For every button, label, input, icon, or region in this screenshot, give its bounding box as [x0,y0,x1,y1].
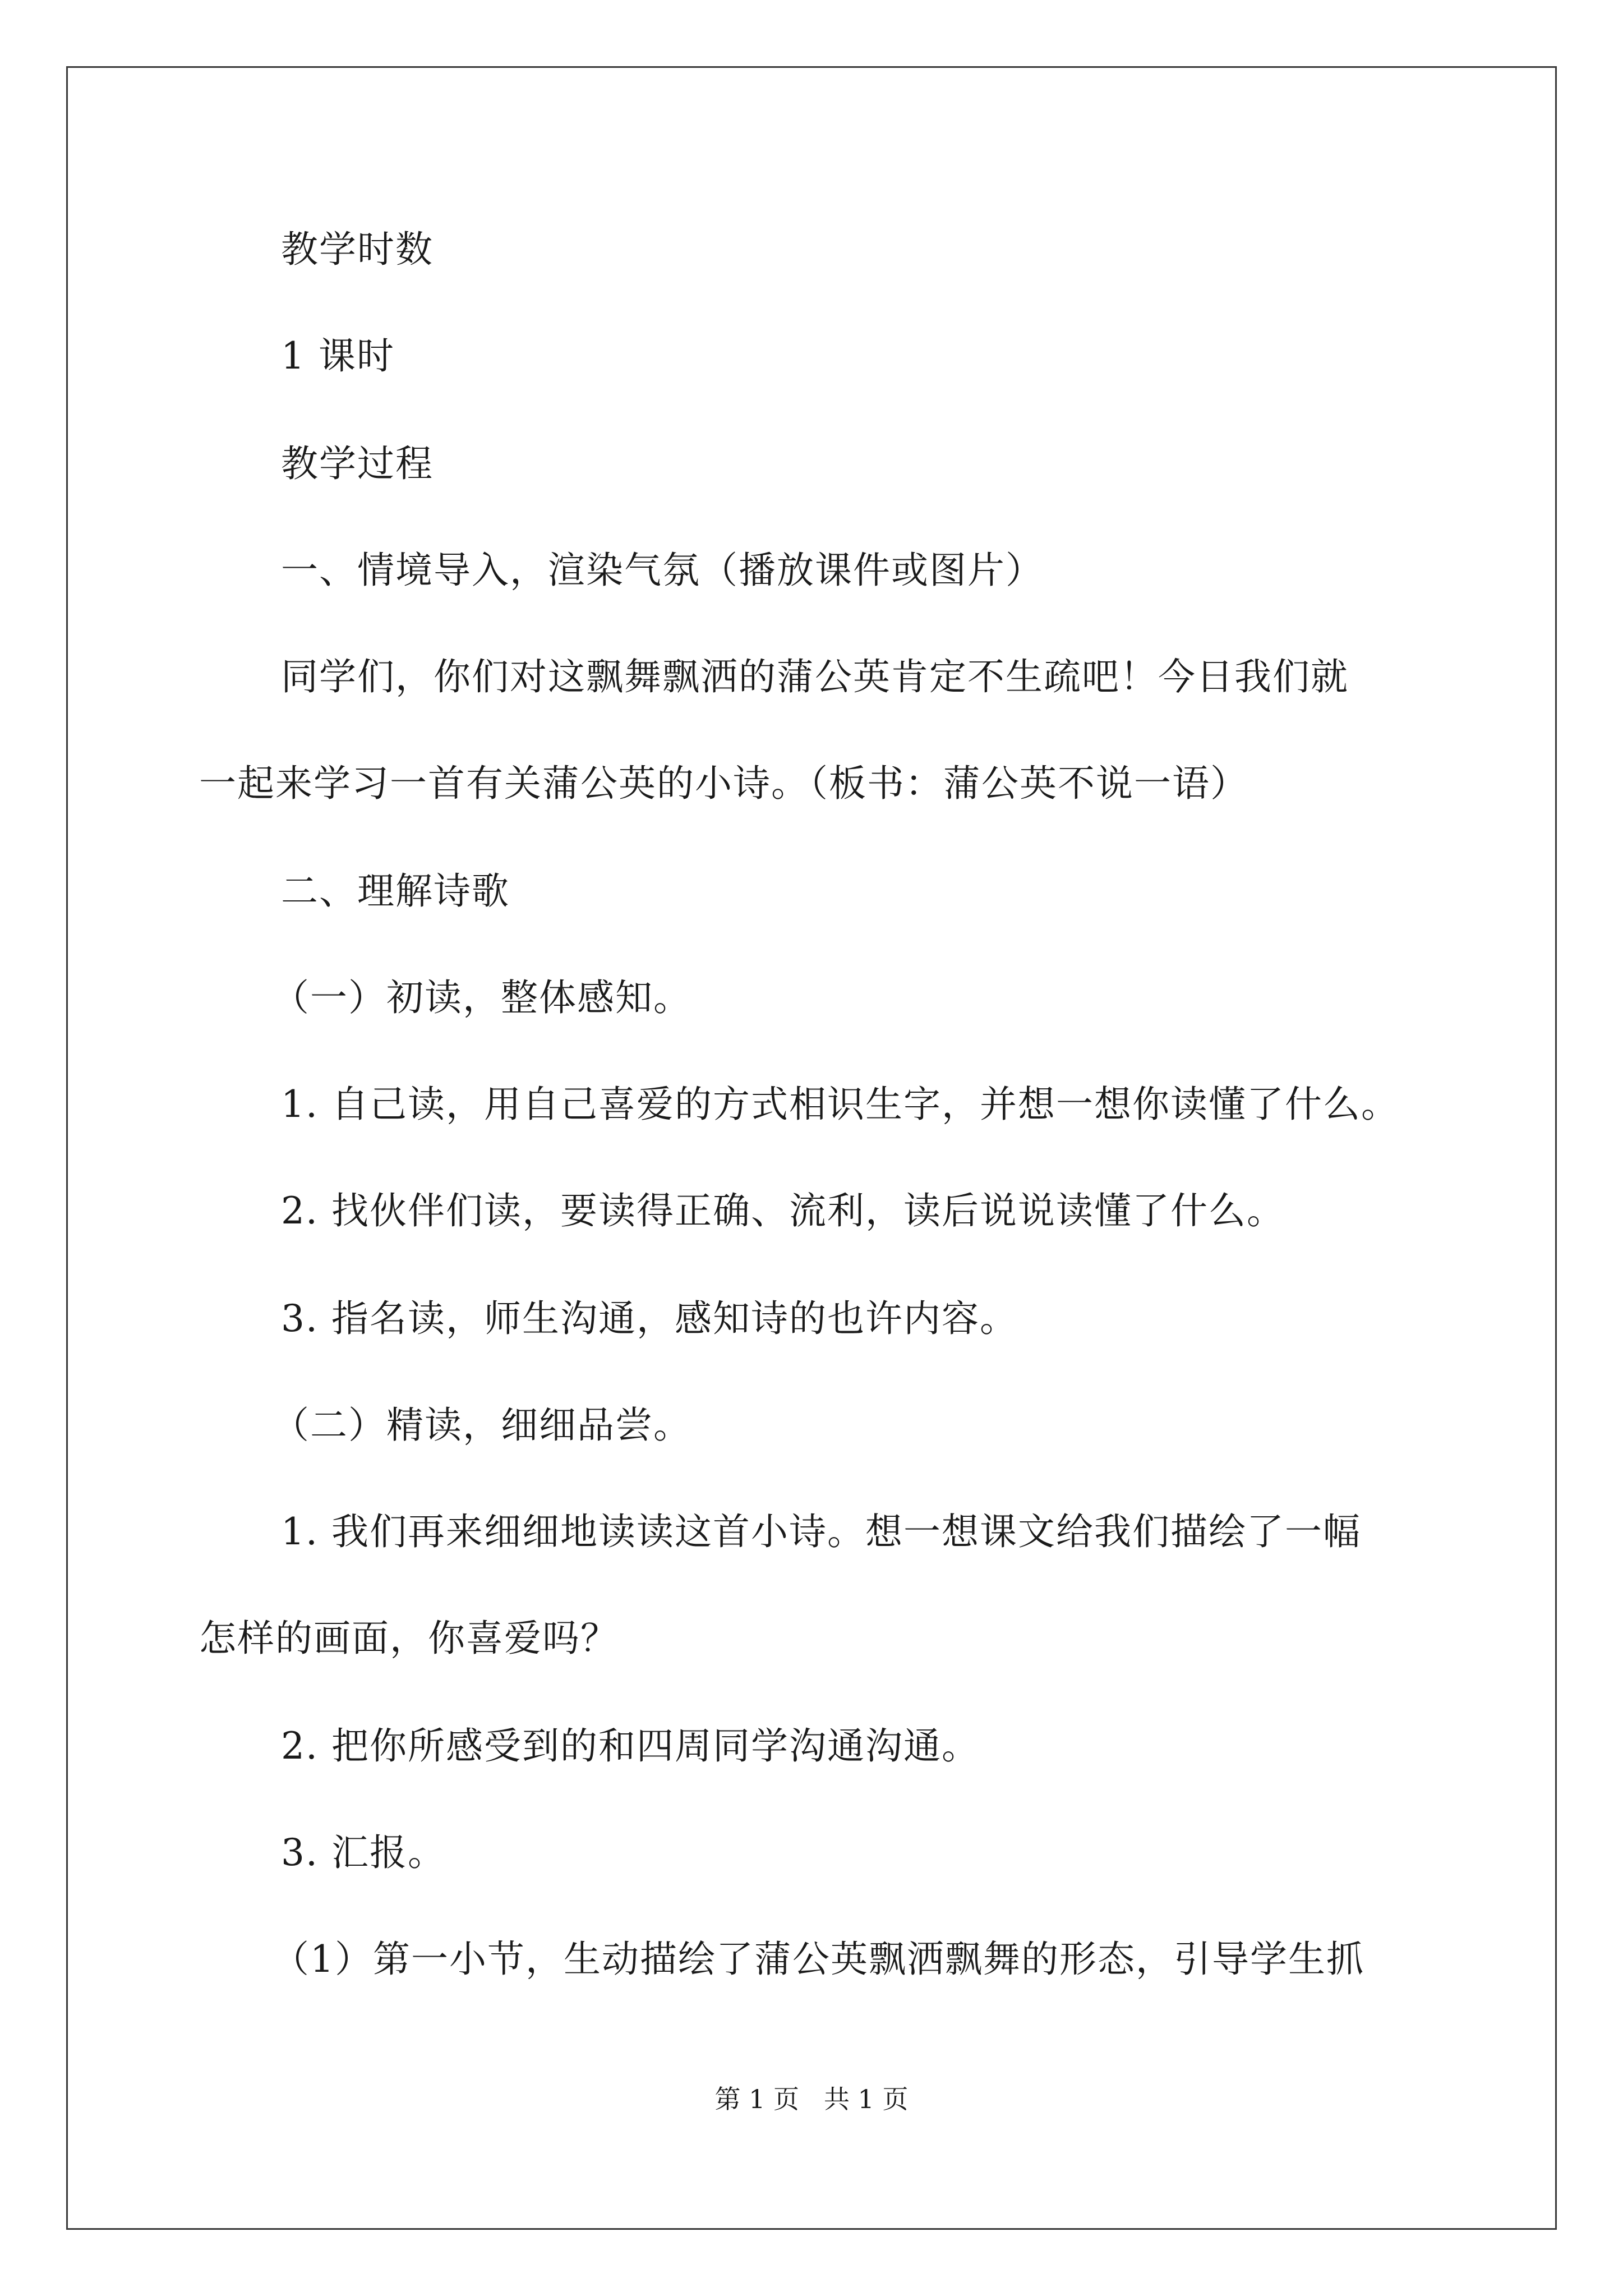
paragraph-intro-line-2: 一起来学习一首有关蒲公英的小诗。（板书：蒲公英不说一语） [199,762,1248,805]
list-item-1: 1. 自己读，用自己喜爱的方式相识生字，并想一想你读懂了什么。 [281,1083,1399,1126]
page-footer [0,2082,1623,2116]
section-heading-teaching-hours: 教学时数 [281,228,434,271]
page-number-total: 共 1 页 [823,2084,909,2114]
list-item-3: 3. 指名读，师生沟通，感知诗的也许内容。 [281,1297,1018,1340]
paragraph-intro-line-1: 同学们，你们对这飘舞飘洒的蒲公英肯定不生疏吧！今日我们就 [281,655,1349,698]
subheading-first-reading: （一）初读，整体感知。 [272,976,691,1019]
footer-separator [799,2084,824,2114]
list-item-close-1-line-1: 1. 我们再来细细地读读这首小诗。想一想课文给我们描绘了一幅 [281,1510,1361,1553]
paragraph-stanza-one: （1）第一小节，生动描绘了蒲公英飘洒飘舞的形态，引导学生抓 [272,1938,1364,1981]
list-item-2: 2. 找伙伴们读，要读得正确、流利，读后说说读懂了什么。 [281,1189,1285,1232]
section-heading-teaching-process: 教学过程 [281,442,434,485]
list-item-close-2: 2. 把你所感受到的和四周同学沟通沟通。 [281,1724,980,1768]
subheading-close-reading: （二）精读，细细品尝。 [272,1404,691,1447]
list-item-close-3: 3. 汇报。 [281,1831,446,1874]
heading-part-one: 一、情境导入，渲染气氛（播放课件或图片） [281,549,1044,592]
heading-part-two: 二、理解诗歌 [281,869,510,913]
page-number-current: 第 1 页 [714,2084,800,2114]
list-item-close-1-line-2: 怎样的画面，你喜爱吗？ [199,1617,619,1660]
paragraph-class-hours: 1 课时 [281,334,395,378]
page-border [66,66,1557,2230]
